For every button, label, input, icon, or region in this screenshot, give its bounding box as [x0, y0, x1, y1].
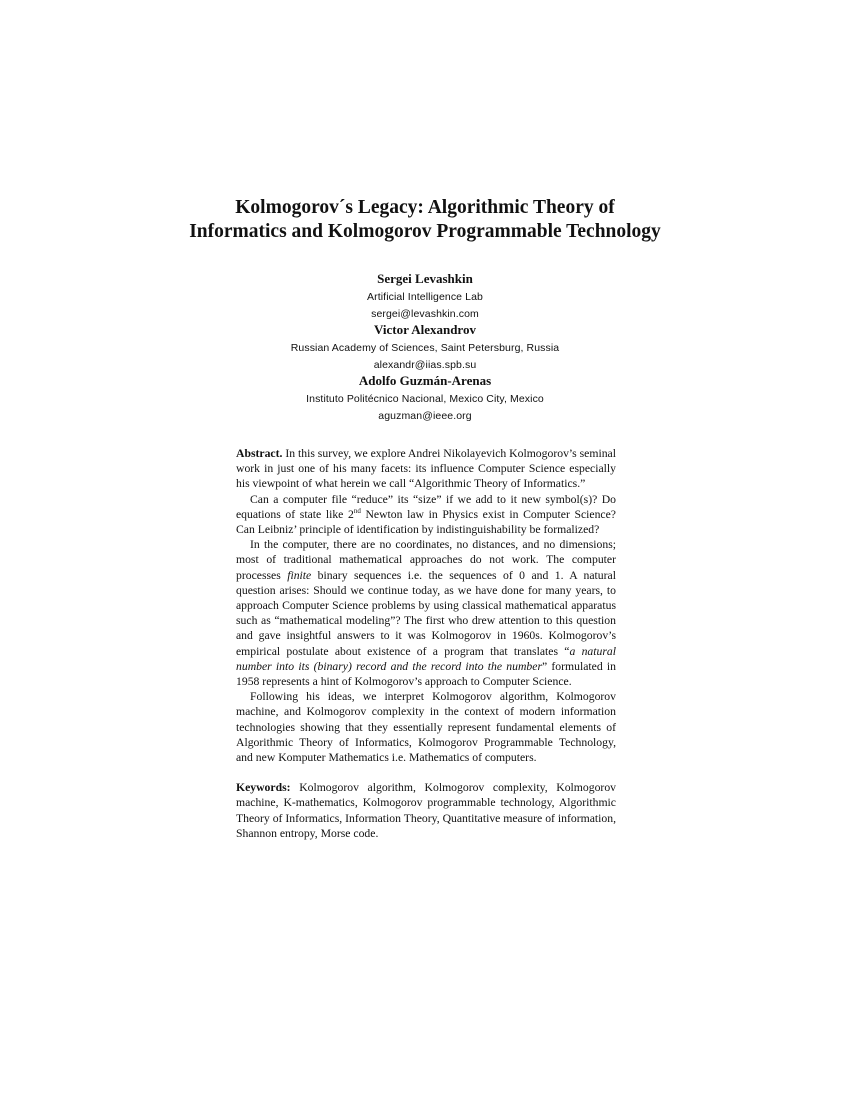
- abstract-paragraph-3: [236, 537, 616, 689]
- author-name: Sergei Levashkin: [377, 271, 473, 286]
- paper-title-line-1: Kolmogorov´s Legacy: Algorithmic Theory of: [235, 197, 615, 218]
- author-affiliation: Russian Academy of Sciences, Saint Petersburg, Russia: [290, 342, 560, 354]
- italic-term: finite: [287, 568, 312, 582]
- abstract-text: In this survey, we explore Andrei Nikolayevich Kolmogorov’s seminal work in just one of his many facets: its influence Computer Science especially his viewpoint of what herein we call “Algorithmic Theory of Informatics.”: [236, 447, 616, 491]
- abstract-text: In the computer, there are no coordinates, no distances, and no dimensions; most of traditional mathematical approaches do not work. The computer processes: [236, 538, 616, 582]
- abstract-paragraph-2: [236, 492, 616, 538]
- abstract-paragraph-4: Following his ideas, we interpret Kolmogorov algorithm, Kolmogorov machine, and Kolmogorov complexity in the context of modern information technologies showing that they essentially represent fundamental elements of Algorithmic Theory of Informatics, Kolmogorov Programmable Technology, and new Komputer Mathematics i.e. Mathematics of computers.: [236, 690, 616, 765]
- paper-title: [120, 196, 730, 244]
- author-list: [120, 271, 730, 424]
- author-name: Adolfo Guzmán-Arenas: [358, 373, 492, 388]
- keywords-label: Keywords:: [236, 781, 291, 795]
- author-affiliation: Instituto Politécnico Nacional, Mexico City, Mexico: [306, 393, 544, 405]
- italic-quote: a natural number into its (binary) record and the record into the number: [236, 644, 617, 673]
- abstract-paragraph-1: [236, 446, 616, 492]
- abstract-section: [236, 446, 616, 841]
- author-block-levashkin: [120, 271, 730, 322]
- author-email: aguzman@ieee.org: [378, 410, 472, 422]
- author-block-guzman: [120, 373, 730, 424]
- author-name: Victor Alexandrov: [374, 322, 476, 337]
- superscript: nd: [353, 506, 361, 515]
- author-block-alexandrov: [120, 322, 730, 373]
- paper-title-line-2: Informatics and Kolmogorov Programmable Technology: [189, 221, 661, 242]
- author-email: sergei@levashkin.com: [371, 308, 479, 320]
- keywords-text: Kolmogorov algorithm, Kolmogorov complexity, Kolmogorov machine, K-mathematics, Kolmogorov programmable technology, Algorithmic Theory of Informatics, Information Theory, Quantitative measure of information, Shannon entropy, Morse code.: [236, 781, 617, 840]
- author-email: alexandr@iias.spb.su: [373, 359, 477, 371]
- author-affiliation: Artificial Intelligence Lab: [367, 291, 483, 303]
- abstract-text: Newton law in Physics exist in Computer Science? Can Leibniz’ principle of identification by indistinguishability be formalized?: [236, 507, 616, 537]
- abstract-text: binary sequences i.e. the sequences of 0 and 1. A natural question arises: Should we continue today, as we have done for many years, to approach Computer Science problems by using classical mathematical apparatus such as “mathematical modeling”? The first who drew attention to this question and gave insightful answers to it was Kolmogorov in 1960s. Kolmogorov’s empirical postulate about existence of a program that translates “: [236, 568, 616, 658]
- keywords-paragraph: [236, 780, 616, 841]
- abstract-text: ” formulated in 1958 represents a hint of Kolmogorov’s approach to Computer Science.: [236, 659, 616, 689]
- abstract-text: Can a computer file “reduce” its “size” if we add to it new symbol(s)? Do equations of state like 2: [236, 492, 616, 521]
- abstract-label: Abstract.: [236, 447, 283, 460]
